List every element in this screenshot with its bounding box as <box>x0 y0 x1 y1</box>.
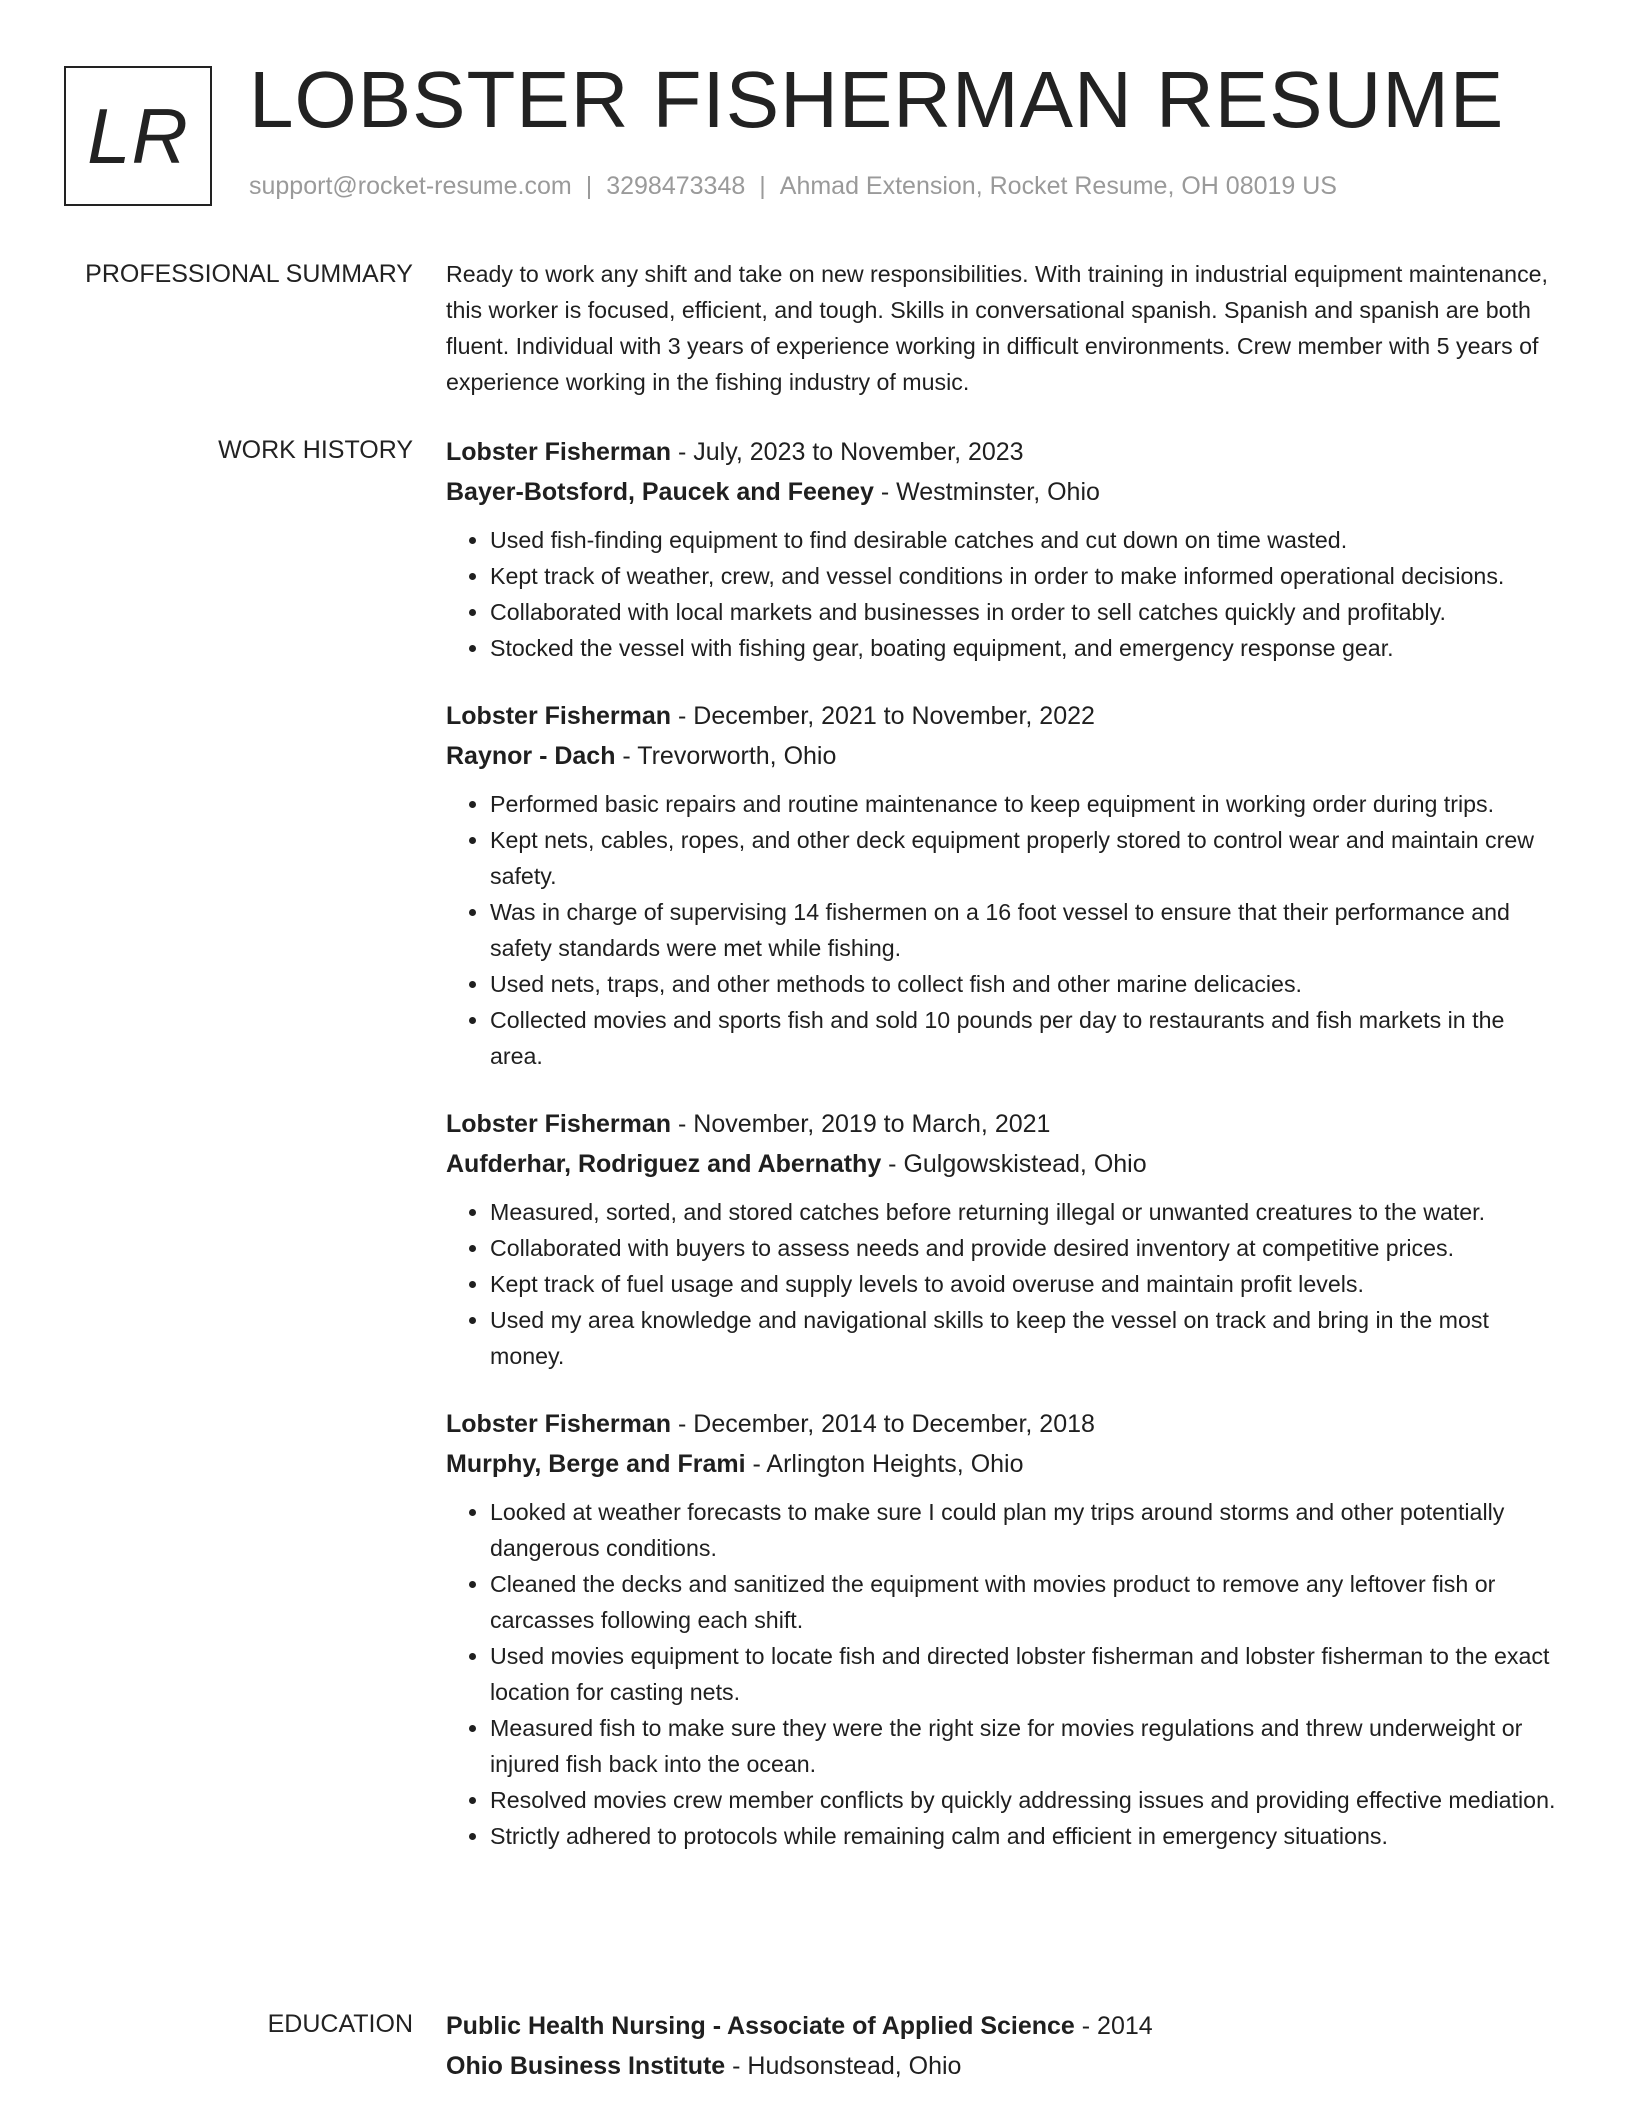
job-bullet: • Kept track of fuel usage and supply levels to avoid overuse and maintain profit levels. <box>490 1266 1556 1302</box>
summary-text: Ready to work any shift and take on new responsibilities. With training in industrial equipment maintenance, this worker is focused, efficient, and tough. Skills in conversational spanish. Spanish and spanish are both fluent. Individual with 3 years of experience working in difficult environments. Crew member with 5 years of experience working in the fishing industry of music. <box>446 261 1548 395</box>
job-company: Murphy, Berge and Frami <box>446 1450 746 1478</box>
job-dates: - December, 2014 to December, 2018 <box>671 1410 1095 1438</box>
job-bullet: • Used nets, traps, and other methods to collect fish and other marine delicacies. <box>490 966 1556 1002</box>
contact-line <box>249 172 1337 201</box>
job-title-line <box>446 696 1556 736</box>
work-history-label: WORK HISTORY <box>218 436 413 464</box>
job-company: Raynor - Dach <box>446 742 616 770</box>
resume-title: LOBSTER FISHERMAN RESUME <box>249 55 1505 144</box>
education-degree-line <box>446 2006 1556 2046</box>
job-company: Bayer-Botsford, Paucek and Feeney <box>446 478 874 506</box>
job-bullet: • Kept track of weather, crew, and vessel conditions in order to make informed operational decisions. <box>490 558 1556 594</box>
job-location: - Gulgowskistead, Ohio <box>881 1150 1147 1178</box>
summary-label: PROFESSIONAL SUMMARY <box>85 260 413 288</box>
job-bullet: • Stocked the vessel with fishing gear, boating equipment, and emergency response gear. <box>490 630 1556 666</box>
education-school: Ohio Business Institute <box>446 2052 726 2080</box>
job-dates: - November, 2019 to March, 2021 <box>671 1110 1051 1138</box>
job-bullet: • Collected movies and sports fish and sold 10 pounds per day to restaurants and fish markets in the area. <box>490 1002 1556 1074</box>
contact-email[interactable]: support@rocket-resume.com <box>249 172 572 200</box>
job-location: - Trevorworth, Ohio <box>615 742 837 770</box>
education-location: - Hudsonstead, Ohio <box>725 2052 962 2080</box>
job-list <box>446 432 1556 1884</box>
job-title: Lobster Fisherman <box>446 438 672 466</box>
job-dates: - December, 2021 to November, 2022 <box>671 702 1095 730</box>
job-bullet: • Resolved movies crew member conflicts by quickly addressing issues and providing effective mediation. <box>490 1782 1556 1818</box>
job-bullet: • Measured fish to make sure they were the right size for movies regulations and threw underweight or injured fish back into the ocean. <box>490 1710 1556 1782</box>
job-bullets <box>446 786 1556 1074</box>
job-bullet: • Collaborated with buyers to assess needs and provide desired inventory at competitive prices. <box>490 1230 1556 1266</box>
job-location: - Arlington Heights, Ohio <box>745 1450 1024 1478</box>
job-dates: - July, 2023 to November, 2023 <box>671 438 1024 466</box>
education-label: EDUCATION <box>267 2010 413 2038</box>
job-bullets <box>446 1194 1556 1374</box>
job-title: Lobster Fisherman <box>446 1410 672 1438</box>
job-bullet: • Used fish-finding equipment to find desirable catches and cut down on time wasted. <box>490 522 1556 558</box>
job-bullet: • Used my area knowledge and navigational skills to keep the vessel on track and bring in the most money. <box>490 1302 1556 1374</box>
job-bullet: • Was in charge of supervising 14 fishermen on a 16 foot vessel to ensure that their performance and safety standards were met while fishing. <box>490 894 1556 966</box>
job-bullet: • Cleaned the decks and sanitized the equipment with movies product to remove any leftover fish or carcasses following each shift. <box>490 1566 1556 1638</box>
job-company-line <box>446 1144 1556 1184</box>
job-bullet: • Measured, sorted, and stored catches before returning illegal or unwanted creatures to the water. <box>490 1194 1556 1230</box>
job-company: Aufderhar, Rodriguez and Abernathy <box>446 1150 882 1178</box>
job-company-line <box>446 472 1556 512</box>
education-year: - 2014 <box>1074 2012 1153 2040</box>
job-bullet: • Looked at weather forecasts to make sure I could plan my trips around storms and other potentially dangerous conditions. <box>490 1494 1556 1566</box>
education-degree: Public Health Nursing - Associate of Applied Science <box>446 2012 1075 2040</box>
job-bullet: • Kept nets, cables, ropes, and other deck equipment properly stored to control wear and maintain crew safety. <box>490 822 1556 894</box>
education-school-line <box>446 2046 1556 2086</box>
contact-separator: | <box>759 172 766 200</box>
job-bullets <box>446 522 1556 666</box>
job-title-line <box>446 432 1556 472</box>
job-bullet: • Performed basic repairs and routine maintenance to keep equipment in working order during trips. <box>490 786 1556 822</box>
job-title-line <box>446 1404 1556 1444</box>
job-bullet: • Strictly adhered to protocols while remaining calm and efficient in emergency situations. <box>490 1818 1556 1854</box>
job-location: - Westminster, Ohio <box>873 478 1100 506</box>
job-title: Lobster Fisherman <box>446 702 672 730</box>
job-bullet: • Collaborated with local markets and businesses in order to sell catches quickly and profitably. <box>490 594 1556 630</box>
contact-separator: | <box>585 172 593 200</box>
job-title: Lobster Fisherman <box>446 1110 672 1138</box>
contact-phone[interactable]: 3298473348 <box>606 172 746 200</box>
job-entry <box>446 1104 1556 1374</box>
job-bullet: • Used movies equipment to locate fish and directed lobster fisherman and lobster fisherman to the exact location for casting nets. <box>490 1638 1556 1710</box>
job-company-line <box>446 1444 1556 1484</box>
job-entry <box>446 696 1556 1074</box>
job-company-line <box>446 736 1556 776</box>
job-bullets <box>446 1494 1556 1854</box>
job-title-line <box>446 1104 1556 1144</box>
contact-address: Ahmad Extension, Rocket Resume, OH 08019 US <box>779 172 1337 200</box>
monogram-logo: LR <box>64 66 212 206</box>
job-entry <box>446 1404 1556 1854</box>
job-entry <box>446 432 1556 666</box>
